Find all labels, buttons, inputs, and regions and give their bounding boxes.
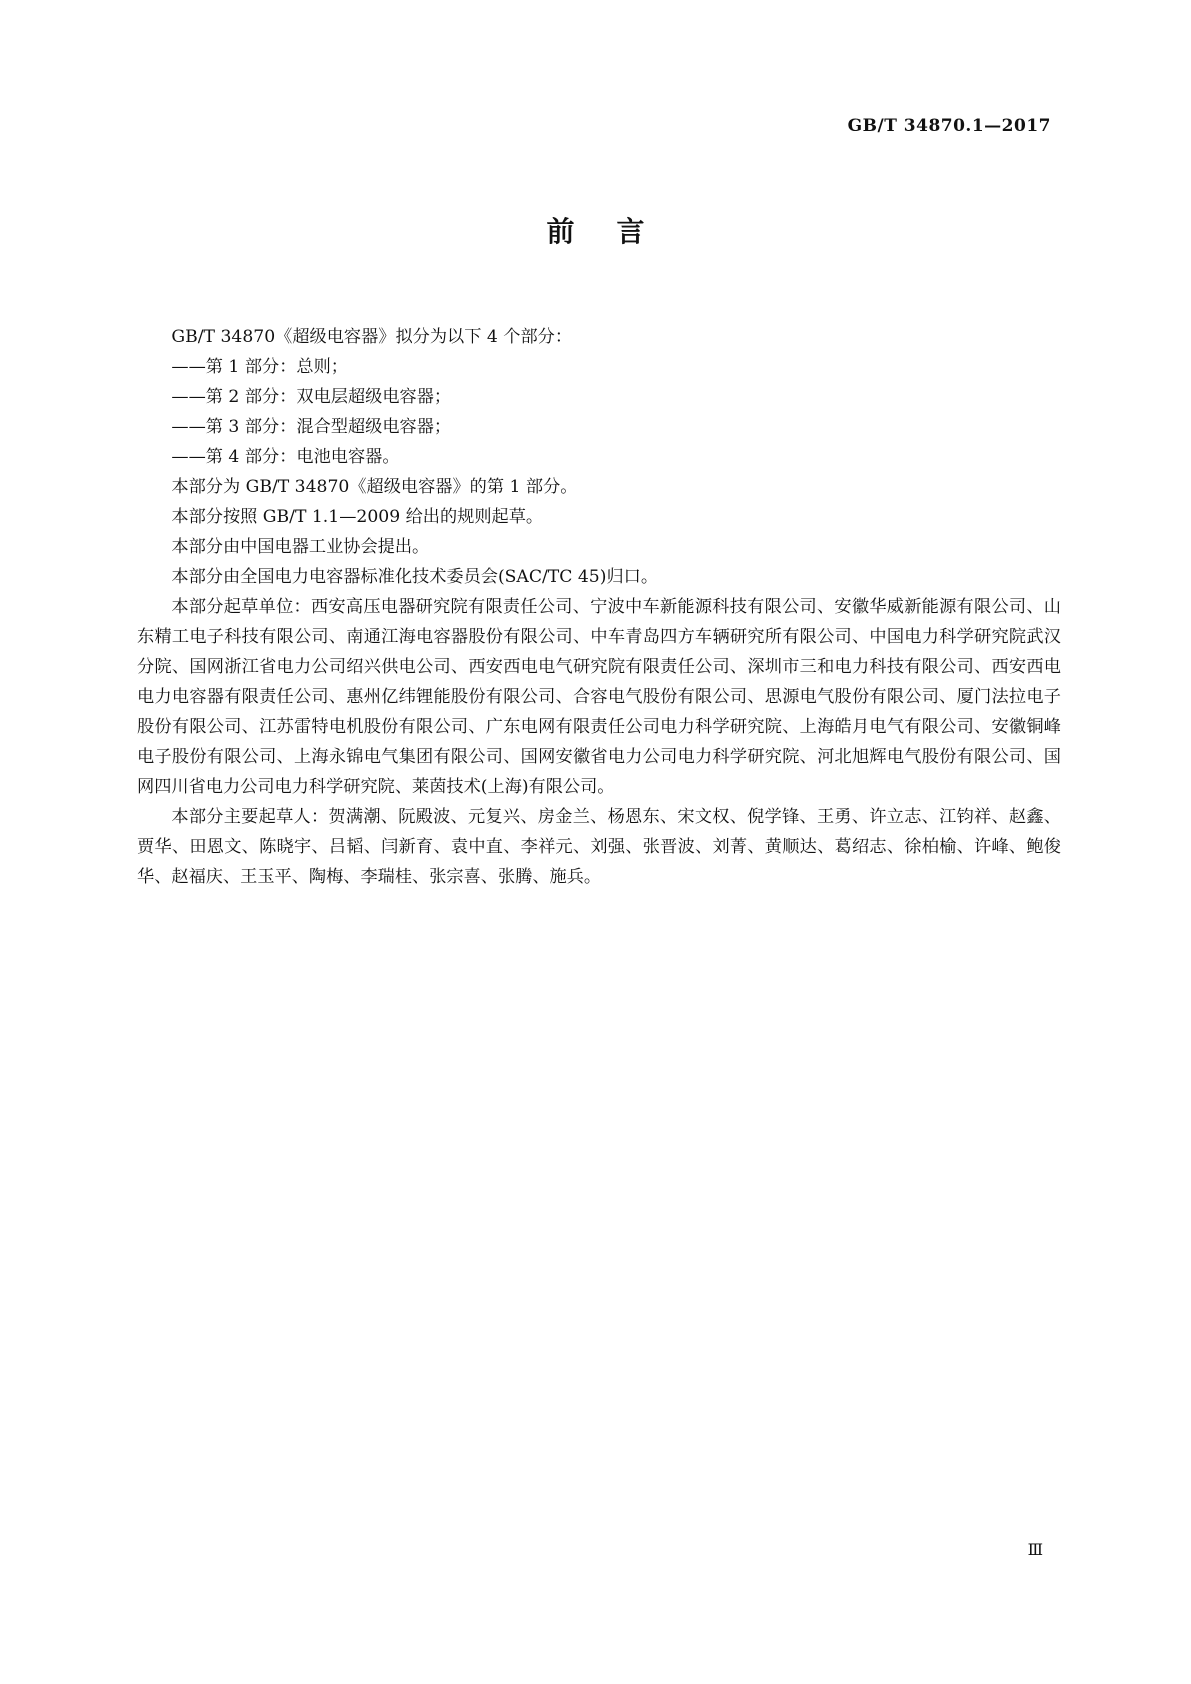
list-item-part-1: ——第 1 部分：总则； <box>171 357 348 377</box>
paragraph-drafting-rules: 本部分按照 GB/T 1.1—2009 给出的规则起草。 <box>171 507 544 527</box>
page-title: 前言 <box>546 215 687 248</box>
list-item-part-2: ——第 2 部分：双电层超级电容器； <box>171 387 452 407</box>
paragraph-drafting-units: 本部分起草单位：西安高压电器研究院有限责任公司、宁波中车新能源科技有限公司、安徽华威新能源有限公司、山东精工电子科技有限公司、南通江海电容器股份有限公司、中车青岛四方车辆研究所有限公司、中国电力科学研究院武汉分院、国网浙江省电力公司绍兴供电公司、西安西电电气研究院有限责任公司、深圳市三和电力科技有限公司、西安西电电力电容器有限责任公司、惠州亿纬锂能股份有限公司、合容电气股份有限公司、思源电气股份有限公司、厦门法拉电子股份有限公司、江苏雷特电机股份有限公司、广东电网有限责任公司电力科学研究院、上海皓月电气有限公司、安徽铜峰电子股份有限公司、上海永锦电气集团有限公司、国网安徽省电力公司电力科学研究院、河北旭辉电气股份有限公司、国网四川省电力公司电力科学研究院、莱茵技术(上海)有限公司。 <box>137 597 1061 797</box>
paragraph-drafters: 本部分主要起草人：贺满潮、阮殿波、元复兴、房金兰、杨恩东、宋文权、倪学锋、王勇、许立志、江钧祥、赵鑫、贾华、田恩文、陈晓宇、吕韬、闫新育、袁中直、李祥元、刘强、张晋波、刘菁、黄顺达、葛绍志、徐柏榆、许峰、鲍俊华、赵福庆、王玉平、陶梅、李瑞桂、张宗喜、张腾、施兵。 <box>137 807 1061 887</box>
list-item-part-3: ——第 3 部分：混合型超级电容器； <box>171 417 452 437</box>
paragraph-proposer: 本部分由中国电器工业协会提出。 <box>171 537 430 557</box>
page-number: Ⅲ <box>1027 1540 1043 1559</box>
paragraph-part-scope: 本部分为 GB/T 34870《超级电容器》的第 1 部分。 <box>171 477 578 497</box>
standard-number: GB/T 34870.1—2017 <box>847 116 1051 136</box>
foreword-body <box>137 322 1061 892</box>
list-item-part-4: ——第 4 部分：电池电容器。 <box>171 447 400 467</box>
paragraph-administrator: 本部分由全国电力电容器标准化技术委员会(SAC/TC 45)归口。 <box>171 567 659 587</box>
paragraph-intro: GB/T 34870《超级电容器》拟分为以下 4 个部分： <box>171 327 573 347</box>
